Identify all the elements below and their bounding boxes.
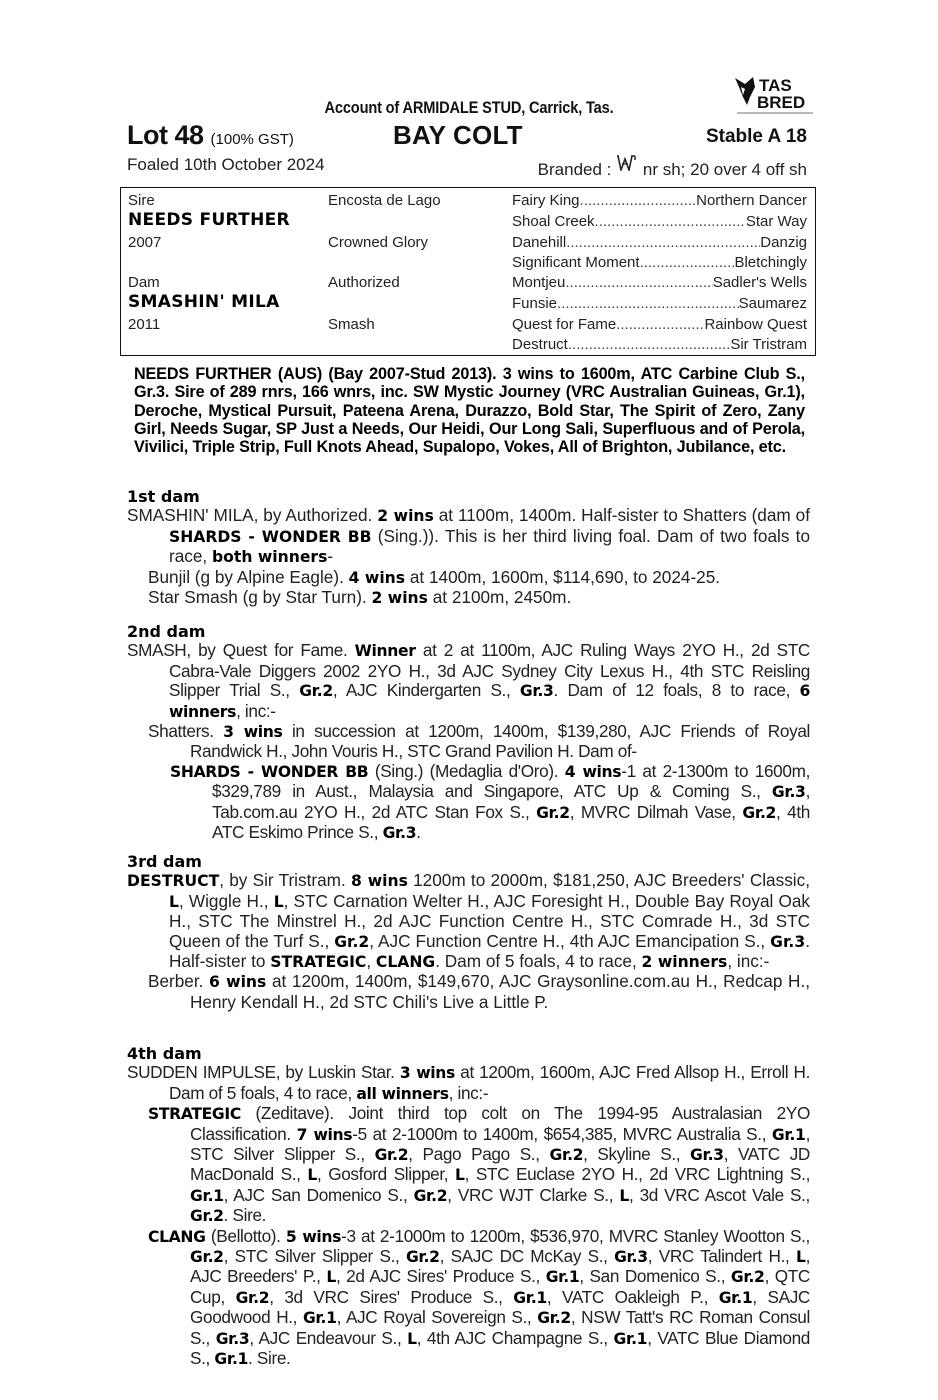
foaled-date: Foaled 10th October 2024 [127, 155, 325, 174]
vendor-account: Account of ARMIDALE STUD, Carrick, Tas. [324, 98, 614, 117]
great-grandparent: Quest for Fame ..... Rainbow Quest [512, 316, 807, 333]
lot-header [127, 120, 807, 152]
progeny-record: Shatters. 3 wins in succession at 1200m, 1400m, $139,280, AJC Friends of Royal Randwick H., John Vouris H., STC Grand Pavilion H. Dam of- [148, 721, 810, 762]
great-grandparent: Significant Moment ..... Bletchingly [512, 254, 807, 271]
dam-record: SMASHIN' MILA, by Authorized. 2 wins at 1100m, 1400m. Half-sister to Shatters (dam of SHARDS - WONDER BB (Sing.)). This is her third living foal. Dam of two foals to race, both winners- [127, 505, 810, 567]
lot-label: Lot 48 [127, 120, 204, 150]
branding-info [538, 155, 807, 180]
grandparent: Encosta de Lago [328, 192, 441, 209]
svg-text:TAS: TAS [759, 76, 792, 95]
gst-note: (100% GST) [210, 131, 294, 148]
dam-section-3 [127, 852, 810, 1012]
dam-section-1 [127, 487, 810, 608]
progeny-record: Berber. 6 wins at 1200m, 1400m, $149,670, AJC Graysonline.com.au H., Redcap H., Henry Kendall H., 2d STC Chili's Live a Little P. [148, 971, 810, 1012]
dam-heading: 4th dam [127, 1044, 202, 1063]
dam-name: SMASHIN' MILA [128, 292, 280, 312]
sire-label: Sire [128, 192, 155, 209]
grandparent: Crowned Glory [328, 234, 429, 251]
sire-name: NEEDS FURTHER [128, 210, 290, 230]
dam-record: SMASH, by Quest for Fame. Winner at 2 at 1100m, AJC Ruling Ways 2YO H., 2d STC Cabra-Vale Diggers 2002 2YO H., 3d AJC Sydney City Lexus H., 4th STC Reisling Slipper Trial S., Gr.2, AJC Kindergarten S., Gr.3. Dam of 12 foals, 8 to race, 6 winners, inc:- [127, 640, 810, 721]
dam-record: SUDDEN IMPULSE, by Luskin Star. 3 wins at 1200m, 1600m, AJC Fred Allsop H., Erroll H. Dam of 5 foals, 4 to race, all winners, inc:- [127, 1062, 810, 1103]
progeny-record: Star Smash (g by Star Turn). 2 wins at 2100m, 2450m. [148, 587, 572, 608]
progeny-record: STRATEGIC (Zeditave). Joint third top colt on The 1994-95 Australasian 2YO Classification. 7 wins-5 at 2-1000m to 1400m, $654,385, MVRC Australia S., Gr.1, STC Silver Slipper S., Gr.2, Pago Pago S., Gr.2, Skyline S., Gr.3, VATC JD MacDonald S., L, Gosford Slipper, L, STC Euclase 2YO H., 2d VRC Lightning S., Gr.1, AJC San Domenico S., Gr.2, VRC WJT Clarke S., L, 3d VRC Ascot Vale S., Gr.2. Sire. [148, 1103, 811, 1226]
progeny-record: Bunjil (g by Alpine Eagle). 4 wins at 1400m, 1600m, $114,690, to 2024-25. [148, 566, 721, 587]
dam-section-2 [127, 622, 810, 843]
progeny-record: CLANG (Bellotto). 5 wins-3 at 2-1000m to 1200m, $536,970, MVRC Stanley Wootton S., Gr.2, STC Silver Slipper S., Gr.2, SAJC DC McKay S., Gr.3, VRC Talindert H., L, AJC Breeders' P., L, 2d AJC Sires' Produce S., Gr.1, San Domenico S., Gr.2, QTC Cup, Gr.2, 3d VRC Sires' Produce S., Gr.1, VATC Oakleigh P., Gr.1, SAJC Goodwood H., Gr.1, AJC Royal Sovereign S., Gr.2, NSW Tatt's RC Roman Consul S., Gr.3, AJC Endeavour S., L, 4th AJC Champagne S., Gr.1, VATC Blue Diamond S., Gr.1. Sire. [148, 1225, 811, 1369]
dam-section-4 [127, 1044, 810, 1370]
svg-text:BRED: BRED [757, 93, 806, 112]
dam-heading: 3rd dam [127, 852, 202, 871]
dam-heading: 1st dam [127, 487, 200, 506]
brand-mark-icon [616, 155, 638, 171]
dam-heading: 2nd dam [127, 622, 206, 641]
sire-summary: NEEDS FURTHER (AUS) (Bay 2007-Stud 2013). 3 wins to 1600m, ATC Carbine Club S., Gr.3. Sire of 289 rnrs, 166 wnrs, inc. SW Mystic Journey (VRC Australian Guineas, Gr.1), Deroche, Mystical Pursuit, Pateena Arena, Durazzo, Bold Star, The Spirit of Zero, Zany Girl, Needs Sugar, SP Just a Needs, Our Heidi, Our Long Sali, Superfluous and of Perola, Vivilici, Triple Strip, Full Knots Ahead, Supalopo, Vokes, All of Brighton, Jubilance, etc. [134, 365, 805, 457]
horse-description: BAY COLT [393, 120, 523, 150]
great-grandparent: Funsie ..... Saumarez [512, 295, 807, 312]
dam-label: Dam [128, 274, 160, 291]
pedigree-table [120, 187, 816, 356]
grandparent: Authorized [328, 274, 400, 291]
great-grandparent: Shoal Creek ..... Star Way [512, 213, 807, 230]
grandparent: Smash [328, 316, 375, 333]
branded-text: nr sh; 20 over 4 off sh [642, 160, 807, 179]
great-grandparent: Fairy King ..... Northern Dancer [512, 192, 807, 209]
lot-number [127, 120, 294, 151]
great-grandparent: Danehill ..... Danzig [512, 234, 807, 251]
sire-year: 2007 [128, 234, 162, 251]
great-grandparent: Destruct ..... Sir Tristram [512, 336, 807, 353]
dam-year: 2011 [128, 316, 161, 333]
stable-location: Stable A 18 [705, 126, 807, 147]
dam-record: DESTRUCT, by Sir Tristram. 8 wins 1200m to 2000m, $181,250, AJC Breeders' Classic, L, Wiggle H., L, STC Carnation Welter H., AJC Foresight H., Double Bay Royal Oak H., STC The Minstrel H., 2d AJC Function Centre H., STC Comrade H., 3d STC Queen of the Turf S., Gr.2, AJC Function Centre H., 4th AJC Emancipation S., Gr.3. Half-sister to STRATEGIC, CLANG. Dam of 5 foals, 4 to race, 2 winners, inc:- [127, 870, 810, 972]
branded-label: Branded : [537, 160, 612, 179]
great-grandparent: Montjeu ..... Sadler's Wells [512, 274, 807, 291]
progeny-record: SHARDS - WONDER BB (Sing.) (Medaglia d'Oro). 4 wins-1 at 2-1300m to 1600m, $329,789 in Aust., Malaysia and Singapore, ATC Up & Coming S., Gr.3, Tab.com.au 2YO H., 2d ATC Stan Fox S., Gr.2, MVRC Dilmah Vase, Gr.2, 4th ATC Eskimo Prince S., Gr.3. [170, 760, 810, 843]
